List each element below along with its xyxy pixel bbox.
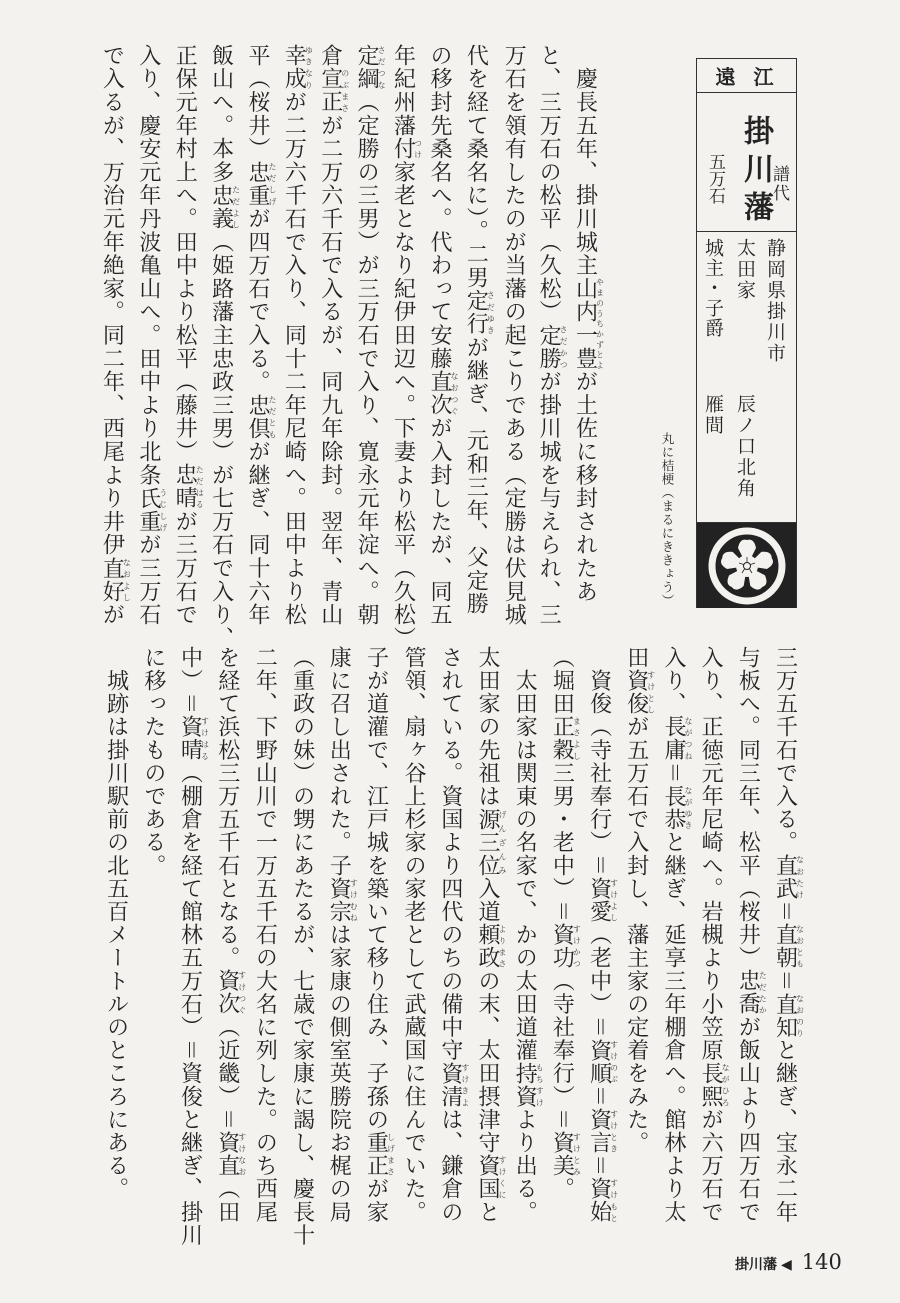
crest-caption: 丸に桔梗（まるにききょう） bbox=[660, 432, 675, 608]
location: 静岡県掛川市 bbox=[764, 238, 786, 364]
text-column: 倉宣正のぶまさが二万六千石で入るが、同九年除封。翌年、青山 bbox=[317, 44, 350, 627]
castle-room: 雁間 bbox=[702, 394, 724, 436]
text-column: 飯山へ。本多忠義ただよし（姫路藩主忠政三男）が七万石で入り、 bbox=[208, 44, 241, 650]
ruby-annotated-word: 資美すけとみ bbox=[549, 1131, 582, 1178]
ruby-annotated-word: 忠重ただしげ bbox=[244, 160, 277, 208]
text-column: 正保元年村上へ。田中より松平（藤井）忠晴ただはるが三万石で bbox=[172, 44, 205, 627]
domain-info-box bbox=[696, 58, 797, 608]
text-column: と、三万石の松平（久松）定勝さだかつが掛川城を与えられ、三 bbox=[536, 44, 569, 627]
text-column: 資俊（寺社奉行）＝資愛すけよし（老中）＝資順すけのぶ＝資言すけとき＝資始すけもと bbox=[586, 646, 619, 1224]
ruby-annotated-word: 直知なおのり bbox=[772, 992, 805, 1039]
ruby-annotated-word: 資直すけなお bbox=[214, 1131, 247, 1178]
ruby-annotated-word: 氏重うじしげ bbox=[135, 486, 168, 534]
ruby-annotated-word: 忠義ただよし bbox=[208, 183, 241, 231]
text-column: 入り、正徳元年尼崎へ。岩槻より小笠原長煕ながひろが六万石で bbox=[698, 646, 731, 1224]
edo-residence: 辰ノ口北角 bbox=[734, 394, 756, 499]
ruby-annotated-word: 資言すけとき bbox=[586, 1108, 619, 1155]
ruby-annotated-word: 資功すけかつ bbox=[549, 923, 582, 970]
text-column: （重政の妹）の甥にあたるが、七歳で家康に謁し、慶長十 bbox=[289, 646, 315, 1247]
text-column: 田資俊すけとしが五万石で入封し、藩主家の定着をみた。 bbox=[623, 646, 656, 1155]
ruby-annotated-word: 長煕ながひろ bbox=[698, 1061, 731, 1109]
domain-name: 掛川藩 bbox=[738, 115, 773, 229]
ruby-annotated-word: 正穀まさよし bbox=[549, 715, 582, 762]
text-column: （堀田正穀まさよし三男・老中）＝資功すけかつ（寺社奉行）＝資美すけとみ。 bbox=[549, 646, 582, 1201]
ruby-annotated-word: 直武なおたけ bbox=[772, 853, 805, 901]
text-column: 康に召し出された。子資宗すけむねは家康の側室英勝院お梶の局 bbox=[326, 646, 359, 1224]
ruby-annotated-word: 持資もちすけ bbox=[512, 1061, 545, 1109]
text-column: 幸成ゆきなりが二万六千石で入り、同十二年尼崎へ。田中より松 bbox=[281, 44, 314, 627]
ruby-annotated-word: 資晴すけはる bbox=[177, 715, 210, 762]
ruby-annotated-word: 長恭ながゆき bbox=[660, 784, 693, 831]
text-column: 平（桜井）忠重ただしげが四万石で入る。忠倶ただともが継ぎ、同十六年 bbox=[244, 44, 277, 627]
text-column: 城跡は掛川駅前の北五百メートルのところにある。 bbox=[103, 646, 129, 1201]
ruby-annotated-word: 定勝さだかつ bbox=[536, 323, 569, 371]
ruby-annotated-word: 資順すけのぶ bbox=[586, 1038, 619, 1085]
rank: 城主・子爵 bbox=[702, 238, 724, 338]
ruby-annotated-word: 幸成ゆきなり bbox=[281, 44, 314, 91]
body-text-top bbox=[94, 44, 605, 650]
text-column: 代を経て桑名に）。二男定行さだゆきが継ぎ、元和三年、父定勝 bbox=[463, 44, 496, 616]
text-column: 太田家は関東の名家で、かの太田道灌持資もちすけより出る。 bbox=[512, 646, 545, 1224]
text-column: 入り、長庸ながつね＝長恭ながゆきと継ぎ、延享三年棚倉へ。館林より太 bbox=[660, 646, 693, 1224]
text-column: 中）＝資晴すけはる（棚倉を経て館林五万石）＝資俊と継ぎ、掛川 bbox=[177, 646, 210, 1247]
ruby-annotated-word: 定綱さだつな bbox=[354, 44, 387, 91]
text-column: 管領、扇ヶ谷上杉家の家老として武蔵国に住んでいた。 bbox=[401, 646, 427, 1224]
text-column: 与板へ。同三年、松平（桜井）忠喬ただたかが飯山より四万石で bbox=[735, 646, 768, 1224]
ruby-annotated-word: 定行さだゆき bbox=[463, 289, 496, 336]
text-column: 万石を領有したのが当藩の起こりである（定勝は伏見城 bbox=[501, 44, 527, 627]
domain-details-section bbox=[697, 232, 796, 523]
ruby-annotated-word: 資次すけつぐ bbox=[214, 969, 247, 1016]
text-column: 三万五千石で入る。直武なおたけ＝直朝なおとも＝直知なおのりと継ぎ、宝永二年 bbox=[772, 646, 805, 1224]
text-column: 太田家の先祖は源三位げんざんみ入道頼政よりまさの末、太田摂津守資国すけくにと bbox=[475, 646, 507, 1224]
text-column: の移封先桑名へ。代わって安藤直次なおつぐが入封したが、同五 bbox=[426, 44, 459, 627]
text-column: 定綱さだつな（定勝の三男）が三万石で入り、寛永元年淀へ。朝 bbox=[354, 44, 387, 627]
text-column: 子が道灌で、江戸城を築いて移り住み、子孫の重正しげまさが家 bbox=[363, 646, 396, 1224]
page-number: 140 bbox=[801, 1250, 842, 1274]
ruby-annotated-word: 直好なおよし bbox=[99, 556, 132, 604]
ruby-annotated-word: 資宗すけむね bbox=[326, 877, 359, 924]
ruby-annotated-word: 直朝なおとも bbox=[772, 923, 805, 970]
ruby-annotated-word: 忠晴ただはる bbox=[172, 463, 205, 511]
running-title: 掛川藩 bbox=[735, 1257, 777, 1273]
text-column: 入り、慶安元年丹波亀山へ。田中より北条氏重うじしげが三万石 bbox=[135, 44, 168, 627]
body-text-bottom bbox=[97, 646, 805, 1247]
ruby-annotated-word: 長庸ながつね bbox=[660, 715, 693, 762]
kikyo-crest-icon bbox=[707, 526, 787, 606]
ruby-annotated-word: 付つけ bbox=[390, 137, 423, 161]
text-column: を経て浜松三万五千石となる。資次すけつぐ（近畿）＝資直すけなお（田 bbox=[214, 646, 247, 1224]
ruby-annotated-word: 重正しげまさ bbox=[363, 1131, 396, 1178]
page-marker-icon: ◀ bbox=[781, 1257, 792, 1273]
ruby-annotated-word: 忠喬ただたか bbox=[735, 969, 768, 1016]
ruby-annotated-word: 忠倶ただとも bbox=[244, 393, 277, 441]
ruby-annotated-word: 資愛すけよし bbox=[586, 877, 619, 924]
text-column: で入るが、万治元年絶家。同二年、西尾より井伊直好なおよしが bbox=[99, 44, 132, 627]
text-column: 二年、下野山川で一万五千石の大名に列した。のち西尾 bbox=[252, 646, 278, 1224]
family: 太田家 bbox=[734, 238, 756, 301]
province-label: 遠江 bbox=[697, 59, 796, 93]
text-column: 年紀州藩付つけ家老となり紀伊田辺へ。下妻より松平（久松） bbox=[390, 44, 423, 650]
ruby-annotated-word: 資俊すけとし bbox=[623, 669, 656, 716]
ruby-annotated-word: 山内一豊やまのうちかずとよ bbox=[572, 277, 605, 371]
text-column: されている。資国より四代のちの備中守資清すけきよは、鎌倉の bbox=[437, 646, 470, 1224]
ruby-annotated-word: 宣正のぶまさ bbox=[317, 67, 350, 114]
ruby-annotated-word: 資清すけきよ bbox=[437, 1061, 470, 1109]
ruby-annotated-word: 資国すけくに bbox=[475, 1154, 507, 1201]
crest-panel bbox=[697, 523, 796, 608]
text-column: 慶長五年、掛川城主山内一豊やまのうちかずとよが土佐に移封されたあ bbox=[572, 44, 605, 604]
page-footer bbox=[735, 1250, 842, 1274]
ruby-annotated-word: 資始すけもと bbox=[586, 1177, 619, 1224]
domain-type: 譜代 bbox=[769, 165, 789, 203]
ruby-annotated-word: 源三位げんざんみ bbox=[475, 807, 507, 878]
ruby-annotated-word: 直次なおつぐ bbox=[426, 370, 459, 417]
domain-title-section bbox=[697, 93, 796, 232]
ruby-annotated-word: 頼政よりまさ bbox=[475, 923, 507, 970]
text-column: に移ったものである。 bbox=[140, 646, 166, 877]
kokudaka: 五万石 bbox=[705, 153, 725, 204]
